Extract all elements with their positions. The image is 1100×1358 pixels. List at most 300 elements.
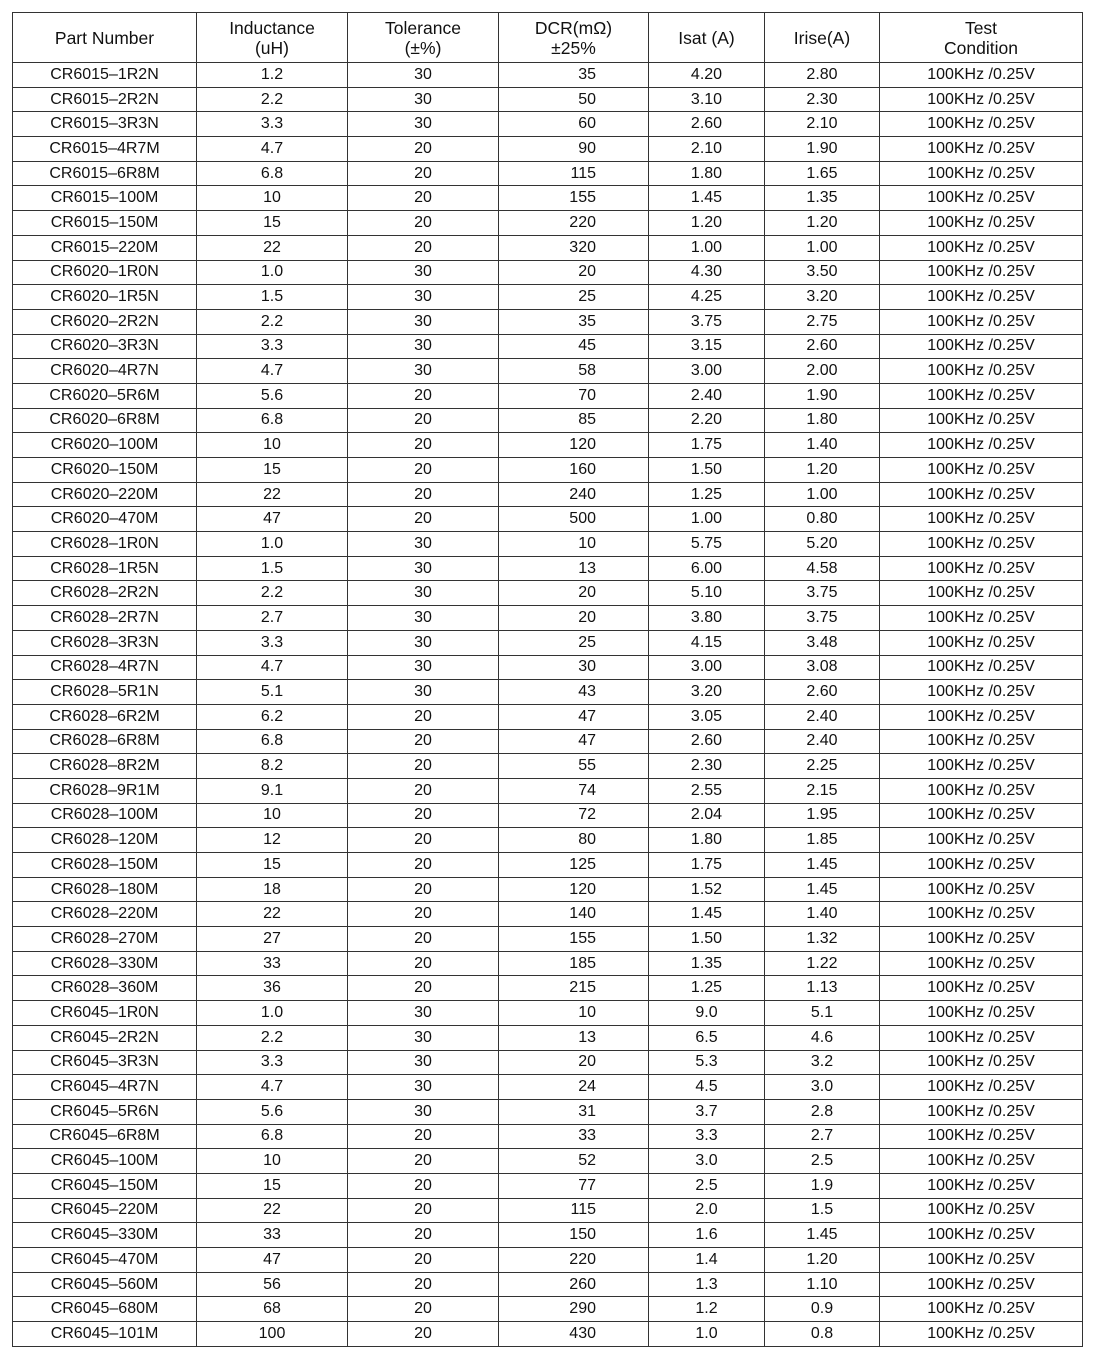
table-row: [13, 927, 1083, 952]
irise-cell: 1.65: [765, 161, 880, 186]
table-row: [13, 507, 1083, 532]
part-number-cell: CR6045–101M: [13, 1322, 197, 1347]
irise-cell: 1.35: [765, 186, 880, 211]
dcr-cell: 20: [499, 1050, 649, 1075]
table-row: [13, 729, 1083, 754]
isat-cell: 5.10: [649, 581, 765, 606]
inductance-cell: 1.5: [197, 285, 348, 310]
irise-cell: 1.45: [765, 877, 880, 902]
dcr-cell: 240: [499, 482, 649, 507]
dcr-cell: 85: [499, 408, 649, 433]
irise-cell: 2.00: [765, 359, 880, 384]
isat-cell: 1.80: [649, 161, 765, 186]
dcr-cell: 55: [499, 754, 649, 779]
inductance-cell: 47: [197, 1248, 348, 1273]
table-row: [13, 1075, 1083, 1100]
isat-cell: 4.5: [649, 1075, 765, 1100]
isat-cell: 1.45: [649, 902, 765, 927]
inductance-cell: 22: [197, 1198, 348, 1223]
test-condition-cell: 100KHz /0.25V: [880, 161, 1083, 186]
inductance-cell: 2.2: [197, 87, 348, 112]
test-condition-cell: 100KHz /0.25V: [880, 803, 1083, 828]
inductance-cell: 3.3: [197, 112, 348, 137]
test-condition-cell: 100KHz /0.25V: [880, 63, 1083, 88]
irise-cell: 1.40: [765, 433, 880, 458]
part-number-cell: CR6015–4R7M: [13, 137, 197, 162]
table-row: [13, 902, 1083, 927]
tolerance-cell: 20: [348, 976, 499, 1001]
inductance-cell: 3.3: [197, 1050, 348, 1075]
inductance-cell: 10: [197, 803, 348, 828]
test-condition-cell: 100KHz /0.25V: [880, 655, 1083, 680]
dcr-cell: 115: [499, 161, 649, 186]
table-row: [13, 383, 1083, 408]
table-row: [13, 1173, 1083, 1198]
part-number-cell: CR6028–1R5N: [13, 556, 197, 581]
part-number-cell: CR6015–1R2N: [13, 63, 197, 88]
isat-cell: 4.20: [649, 63, 765, 88]
test-condition-cell: 100KHz /0.25V: [880, 581, 1083, 606]
table-row: [13, 408, 1083, 433]
part-number-cell: CR6028–330M: [13, 951, 197, 976]
test-condition-cell: 100KHz /0.25V: [880, 877, 1083, 902]
inductance-cell: 1.0: [197, 1001, 348, 1026]
dcr-cell: 47: [499, 704, 649, 729]
part-number-cell: CR6045–4R7N: [13, 1075, 197, 1100]
header-line-2: (±%): [404, 37, 442, 58]
isat-cell: 5.75: [649, 532, 765, 557]
part-number-cell: CR6045–150M: [13, 1173, 197, 1198]
tolerance-cell: 20: [348, 1322, 499, 1347]
isat-cell: 2.40: [649, 383, 765, 408]
test-condition-cell: 100KHz /0.25V: [880, 606, 1083, 631]
test-condition-cell: 100KHz /0.25V: [880, 1248, 1083, 1273]
isat-cell: 1.45: [649, 186, 765, 211]
dcr-cell: 30: [499, 655, 649, 680]
inductor-spec-table: [12, 12, 1083, 1347]
isat-cell: 1.75: [649, 853, 765, 878]
part-number-cell: CR6020–6R8M: [13, 408, 197, 433]
part-number-cell: CR6045–6R8M: [13, 1124, 197, 1149]
table-row: [13, 1025, 1083, 1050]
tolerance-cell: 20: [348, 704, 499, 729]
part-number-cell: CR6020–1R5N: [13, 285, 197, 310]
test-condition-cell: 100KHz /0.25V: [880, 507, 1083, 532]
inductance-cell: 2.2: [197, 309, 348, 334]
tolerance-cell: 20: [348, 754, 499, 779]
part-number-cell: CR6015–150M: [13, 211, 197, 236]
table-row: [13, 1297, 1083, 1322]
tolerance-cell: 20: [348, 482, 499, 507]
inductance-cell: 5.6: [197, 1099, 348, 1124]
test-condition-cell: 100KHz /0.25V: [880, 902, 1083, 927]
test-condition-cell: 100KHz /0.25V: [880, 680, 1083, 705]
part-number-cell: CR6020–220M: [13, 482, 197, 507]
part-number-cell: CR6028–6R2M: [13, 704, 197, 729]
part-number-cell: CR6045–560M: [13, 1272, 197, 1297]
isat-cell: 3.80: [649, 606, 765, 631]
irise-cell: 2.60: [765, 334, 880, 359]
inductance-cell: 15: [197, 458, 348, 483]
inductance-cell: 4.7: [197, 137, 348, 162]
table-row: [13, 186, 1083, 211]
inductance-cell: 33: [197, 951, 348, 976]
test-condition-cell: 100KHz /0.25V: [880, 211, 1083, 236]
inductance-cell: 33: [197, 1223, 348, 1248]
tolerance-cell: 20: [348, 1198, 499, 1223]
test-condition-cell: 100KHz /0.25V: [880, 1272, 1083, 1297]
part-number-cell: CR6045–1R0N: [13, 1001, 197, 1026]
inductance-cell: 22: [197, 235, 348, 260]
table-row: [13, 359, 1083, 384]
test-condition-cell: 100KHz /0.25V: [880, 186, 1083, 211]
tolerance-cell: 20: [348, 803, 499, 828]
irise-cell: 3.50: [765, 260, 880, 285]
test-condition-cell: 100KHz /0.25V: [880, 1001, 1083, 1026]
isat-cell: 1.52: [649, 877, 765, 902]
irise-cell: 5.20: [765, 532, 880, 557]
test-condition-cell: 100KHz /0.25V: [880, 853, 1083, 878]
dcr-cell: 90: [499, 137, 649, 162]
tolerance-cell: 30: [348, 581, 499, 606]
inductance-cell: 15: [197, 211, 348, 236]
isat-cell: 1.25: [649, 482, 765, 507]
test-condition-cell: 100KHz /0.25V: [880, 383, 1083, 408]
header-line-2: Condition: [944, 37, 1018, 58]
tolerance-cell: 30: [348, 309, 499, 334]
dcr-cell: 13: [499, 1025, 649, 1050]
test-condition-cell: 100KHz /0.25V: [880, 482, 1083, 507]
isat-cell: 2.10: [649, 137, 765, 162]
irise-cell: 1.45: [765, 1223, 880, 1248]
dcr-cell: 43: [499, 680, 649, 705]
test-condition-cell: 100KHz /0.25V: [880, 309, 1083, 334]
inductance-cell: 10: [197, 1149, 348, 1174]
inductance-cell: 6.8: [197, 729, 348, 754]
isat-cell: 6.5: [649, 1025, 765, 1050]
dcr-cell: 47: [499, 729, 649, 754]
part-number-cell: CR6028–270M: [13, 927, 197, 952]
inductance-cell: 4.7: [197, 359, 348, 384]
isat-cell: 9.0: [649, 1001, 765, 1026]
test-condition-cell: 100KHz /0.25V: [880, 112, 1083, 137]
header-line-1: Tolerance: [385, 17, 461, 38]
test-condition-cell: 100KHz /0.25V: [880, 359, 1083, 384]
tolerance-cell: 20: [348, 433, 499, 458]
table-row: [13, 754, 1083, 779]
part-number-cell: CR6028–100M: [13, 803, 197, 828]
part-number-cell: CR6020–1R0N: [13, 260, 197, 285]
dcr-cell: 80: [499, 828, 649, 853]
irise-cell: 1.9: [765, 1173, 880, 1198]
table-row: [13, 976, 1083, 1001]
tolerance-cell: 30: [348, 285, 499, 310]
part-number-cell: CR6028–1R0N: [13, 532, 197, 557]
irise-cell: 1.95: [765, 803, 880, 828]
header-row: [13, 13, 1083, 63]
part-number-cell: CR6020–4R7N: [13, 359, 197, 384]
tolerance-cell: 20: [348, 1223, 499, 1248]
irise-cell: 2.5: [765, 1149, 880, 1174]
part-number-cell: CR6020–2R2N: [13, 309, 197, 334]
tolerance-cell: 20: [348, 383, 499, 408]
test-condition-cell: 100KHz /0.25V: [880, 235, 1083, 260]
header-line-1: DCR(mΩ): [534, 17, 613, 38]
tolerance-cell: 30: [348, 334, 499, 359]
tolerance-cell: 20: [348, 507, 499, 532]
irise-cell: 1.10: [765, 1272, 880, 1297]
dcr-cell: 35: [499, 63, 649, 88]
tolerance-cell: 30: [348, 655, 499, 680]
inductance-cell: 1.0: [197, 532, 348, 557]
table-row: [13, 112, 1083, 137]
irise-cell: 5.1: [765, 1001, 880, 1026]
isat-cell: 1.80: [649, 828, 765, 853]
part-number-cell: CR6020–100M: [13, 433, 197, 458]
table-row: [13, 63, 1083, 88]
test-condition-cell: 100KHz /0.25V: [880, 729, 1083, 754]
dcr-cell: 260: [499, 1272, 649, 1297]
dcr-cell: 160: [499, 458, 649, 483]
table-row: [13, 482, 1083, 507]
table-row: [13, 433, 1083, 458]
table-row: [13, 1248, 1083, 1273]
tolerance-cell: 20: [348, 1248, 499, 1273]
test-condition-cell: 100KHz /0.25V: [880, 1173, 1083, 1198]
irise-cell: 3.0: [765, 1075, 880, 1100]
irise-cell: 1.20: [765, 1248, 880, 1273]
tolerance-cell: 20: [348, 137, 499, 162]
dcr-cell: 50: [499, 87, 649, 112]
irise-cell: 1.90: [765, 383, 880, 408]
isat-cell: 1.20: [649, 211, 765, 236]
table-row: [13, 1149, 1083, 1174]
tolerance-cell: 30: [348, 87, 499, 112]
part-number-cell: CR6028–360M: [13, 976, 197, 1001]
irise-cell: 2.40: [765, 729, 880, 754]
table-row: [13, 334, 1083, 359]
test-condition-cell: 100KHz /0.25V: [880, 704, 1083, 729]
dcr-cell: 125: [499, 853, 649, 878]
irise-cell: 0.8: [765, 1322, 880, 1347]
test-condition-header: [880, 13, 1083, 63]
inductance-cell: 10: [197, 433, 348, 458]
table-row: [13, 606, 1083, 631]
table-row: [13, 630, 1083, 655]
isat-cell: 3.7: [649, 1099, 765, 1124]
dcr-cell: 290: [499, 1297, 649, 1322]
header-line-1: Isat (A): [678, 27, 735, 48]
dcr-cell: 115: [499, 1198, 649, 1223]
tolerance-cell: 20: [348, 729, 499, 754]
isat-cell: 5.3: [649, 1050, 765, 1075]
isat-cell: 3.75: [649, 309, 765, 334]
test-condition-cell: 100KHz /0.25V: [880, 260, 1083, 285]
inductance-cell: 6.8: [197, 408, 348, 433]
test-condition-cell: 100KHz /0.25V: [880, 1322, 1083, 1347]
table-row: [13, 1322, 1083, 1347]
irise-cell: 3.48: [765, 630, 880, 655]
test-condition-cell: 100KHz /0.25V: [880, 408, 1083, 433]
dcr-header: [499, 13, 649, 63]
irise-cell: 1.20: [765, 211, 880, 236]
tolerance-cell: 20: [348, 902, 499, 927]
table-row: [13, 1272, 1083, 1297]
isat-cell: 3.0: [649, 1149, 765, 1174]
test-condition-cell: 100KHz /0.25V: [880, 1075, 1083, 1100]
part-number-cell: CR6020–5R6M: [13, 383, 197, 408]
part-number-cell: CR6028–5R1N: [13, 680, 197, 705]
test-condition-cell: 100KHz /0.25V: [880, 1025, 1083, 1050]
part-number-cell: CR6045–470M: [13, 1248, 197, 1273]
dcr-cell: 430: [499, 1322, 649, 1347]
irise-cell: 2.25: [765, 754, 880, 779]
isat-cell: 1.4: [649, 1248, 765, 1273]
isat-cell: 3.15: [649, 334, 765, 359]
test-condition-cell: 100KHz /0.25V: [880, 927, 1083, 952]
isat-cell: 4.15: [649, 630, 765, 655]
inductance-cell: 2.2: [197, 1025, 348, 1050]
part-number-header: [13, 13, 197, 63]
table-row: [13, 1223, 1083, 1248]
dcr-cell: 20: [499, 606, 649, 631]
isat-cell: 6.00: [649, 556, 765, 581]
inductance-cell: 15: [197, 853, 348, 878]
isat-cell: 2.0: [649, 1198, 765, 1223]
irise-cell: 1.80: [765, 408, 880, 433]
table-row: [13, 235, 1083, 260]
dcr-cell: 140: [499, 902, 649, 927]
irise-cell: 1.32: [765, 927, 880, 952]
irise-cell: 3.2: [765, 1050, 880, 1075]
isat-cell: 3.00: [649, 655, 765, 680]
irise-cell: 2.30: [765, 87, 880, 112]
irise-cell: 2.80: [765, 63, 880, 88]
tolerance-cell: 30: [348, 1025, 499, 1050]
dcr-cell: 185: [499, 951, 649, 976]
isat-cell: 1.50: [649, 458, 765, 483]
table-row: [13, 556, 1083, 581]
dcr-cell: 25: [499, 630, 649, 655]
inductance-cell: 3.3: [197, 334, 348, 359]
tolerance-cell: 20: [348, 408, 499, 433]
table-body: [13, 63, 1083, 1347]
spec-table-container: [12, 12, 1082, 1347]
dcr-cell: 150: [499, 1223, 649, 1248]
inductance-cell: 2.7: [197, 606, 348, 631]
inductance-cell: 5.1: [197, 680, 348, 705]
tolerance-cell: 30: [348, 260, 499, 285]
inductance-cell: 1.0: [197, 260, 348, 285]
dcr-cell: 220: [499, 211, 649, 236]
irise-cell: 3.20: [765, 285, 880, 310]
tolerance-cell: 20: [348, 853, 499, 878]
isat-cell: 1.00: [649, 235, 765, 260]
irise-cell: 2.40: [765, 704, 880, 729]
table-row: [13, 853, 1083, 878]
inductance-cell: 15: [197, 1173, 348, 1198]
dcr-cell: 35: [499, 309, 649, 334]
table-row: [13, 87, 1083, 112]
inductance-cell: 22: [197, 482, 348, 507]
dcr-cell: 58: [499, 359, 649, 384]
dcr-cell: 74: [499, 778, 649, 803]
test-condition-cell: 100KHz /0.25V: [880, 1223, 1083, 1248]
tolerance-cell: 20: [348, 927, 499, 952]
tolerance-cell: 20: [348, 235, 499, 260]
inductance-header: [197, 13, 348, 63]
header-line-1: Irise(A): [793, 27, 851, 48]
irise-cell: 2.8: [765, 1099, 880, 1124]
irise-cell: 1.45: [765, 853, 880, 878]
part-number-cell: CR6015–3R3N: [13, 112, 197, 137]
irise-cell: 1.40: [765, 902, 880, 927]
part-number-cell: CR6045–3R3N: [13, 1050, 197, 1075]
dcr-cell: 72: [499, 803, 649, 828]
irise-cell: 2.15: [765, 778, 880, 803]
table-row: [13, 1001, 1083, 1026]
irise-cell: 4.6: [765, 1025, 880, 1050]
isat-header: [649, 13, 765, 63]
table-row: [13, 532, 1083, 557]
header-line-1: Part Number: [54, 27, 155, 48]
part-number-cell: CR6028–2R7N: [13, 606, 197, 631]
table-row: [13, 680, 1083, 705]
test-condition-cell: 100KHz /0.25V: [880, 532, 1083, 557]
dcr-cell: 20: [499, 260, 649, 285]
inductance-cell: 6.8: [197, 161, 348, 186]
irise-cell: 1.13: [765, 976, 880, 1001]
isat-cell: 2.60: [649, 112, 765, 137]
test-condition-cell: 100KHz /0.25V: [880, 1198, 1083, 1223]
irise-cell: 3.75: [765, 606, 880, 631]
isat-cell: 2.60: [649, 729, 765, 754]
isat-cell: 1.0: [649, 1322, 765, 1347]
inductance-cell: 27: [197, 927, 348, 952]
dcr-cell: 25: [499, 285, 649, 310]
irise-cell: 2.75: [765, 309, 880, 334]
isat-cell: 2.30: [649, 754, 765, 779]
test-condition-cell: 100KHz /0.25V: [880, 828, 1083, 853]
inductance-cell: 12: [197, 828, 348, 853]
dcr-cell: 20: [499, 581, 649, 606]
isat-cell: 3.00: [649, 359, 765, 384]
inductance-cell: 6.8: [197, 1124, 348, 1149]
part-number-cell: CR6028–8R2M: [13, 754, 197, 779]
part-number-cell: CR6028–150M: [13, 853, 197, 878]
tolerance-cell: 30: [348, 606, 499, 631]
header-line-2: ±25%: [551, 37, 596, 58]
irise-cell: 0.9: [765, 1297, 880, 1322]
header-line-1: Inductance: [229, 17, 315, 38]
test-condition-cell: 100KHz /0.25V: [880, 778, 1083, 803]
dcr-cell: 320: [499, 235, 649, 260]
tolerance-cell: 20: [348, 161, 499, 186]
inductance-cell: 4.7: [197, 1075, 348, 1100]
isat-cell: 2.55: [649, 778, 765, 803]
part-number-cell: CR6028–2R2N: [13, 581, 197, 606]
part-number-cell: CR6015–6R8M: [13, 161, 197, 186]
tolerance-cell: 30: [348, 630, 499, 655]
table-row: [13, 211, 1083, 236]
test-condition-cell: 100KHz /0.25V: [880, 630, 1083, 655]
test-condition-cell: 100KHz /0.25V: [880, 285, 1083, 310]
table-row: [13, 137, 1083, 162]
tolerance-cell: 20: [348, 458, 499, 483]
tolerance-cell: 20: [348, 186, 499, 211]
tolerance-cell: 30: [348, 1075, 499, 1100]
table-row: [13, 1198, 1083, 1223]
